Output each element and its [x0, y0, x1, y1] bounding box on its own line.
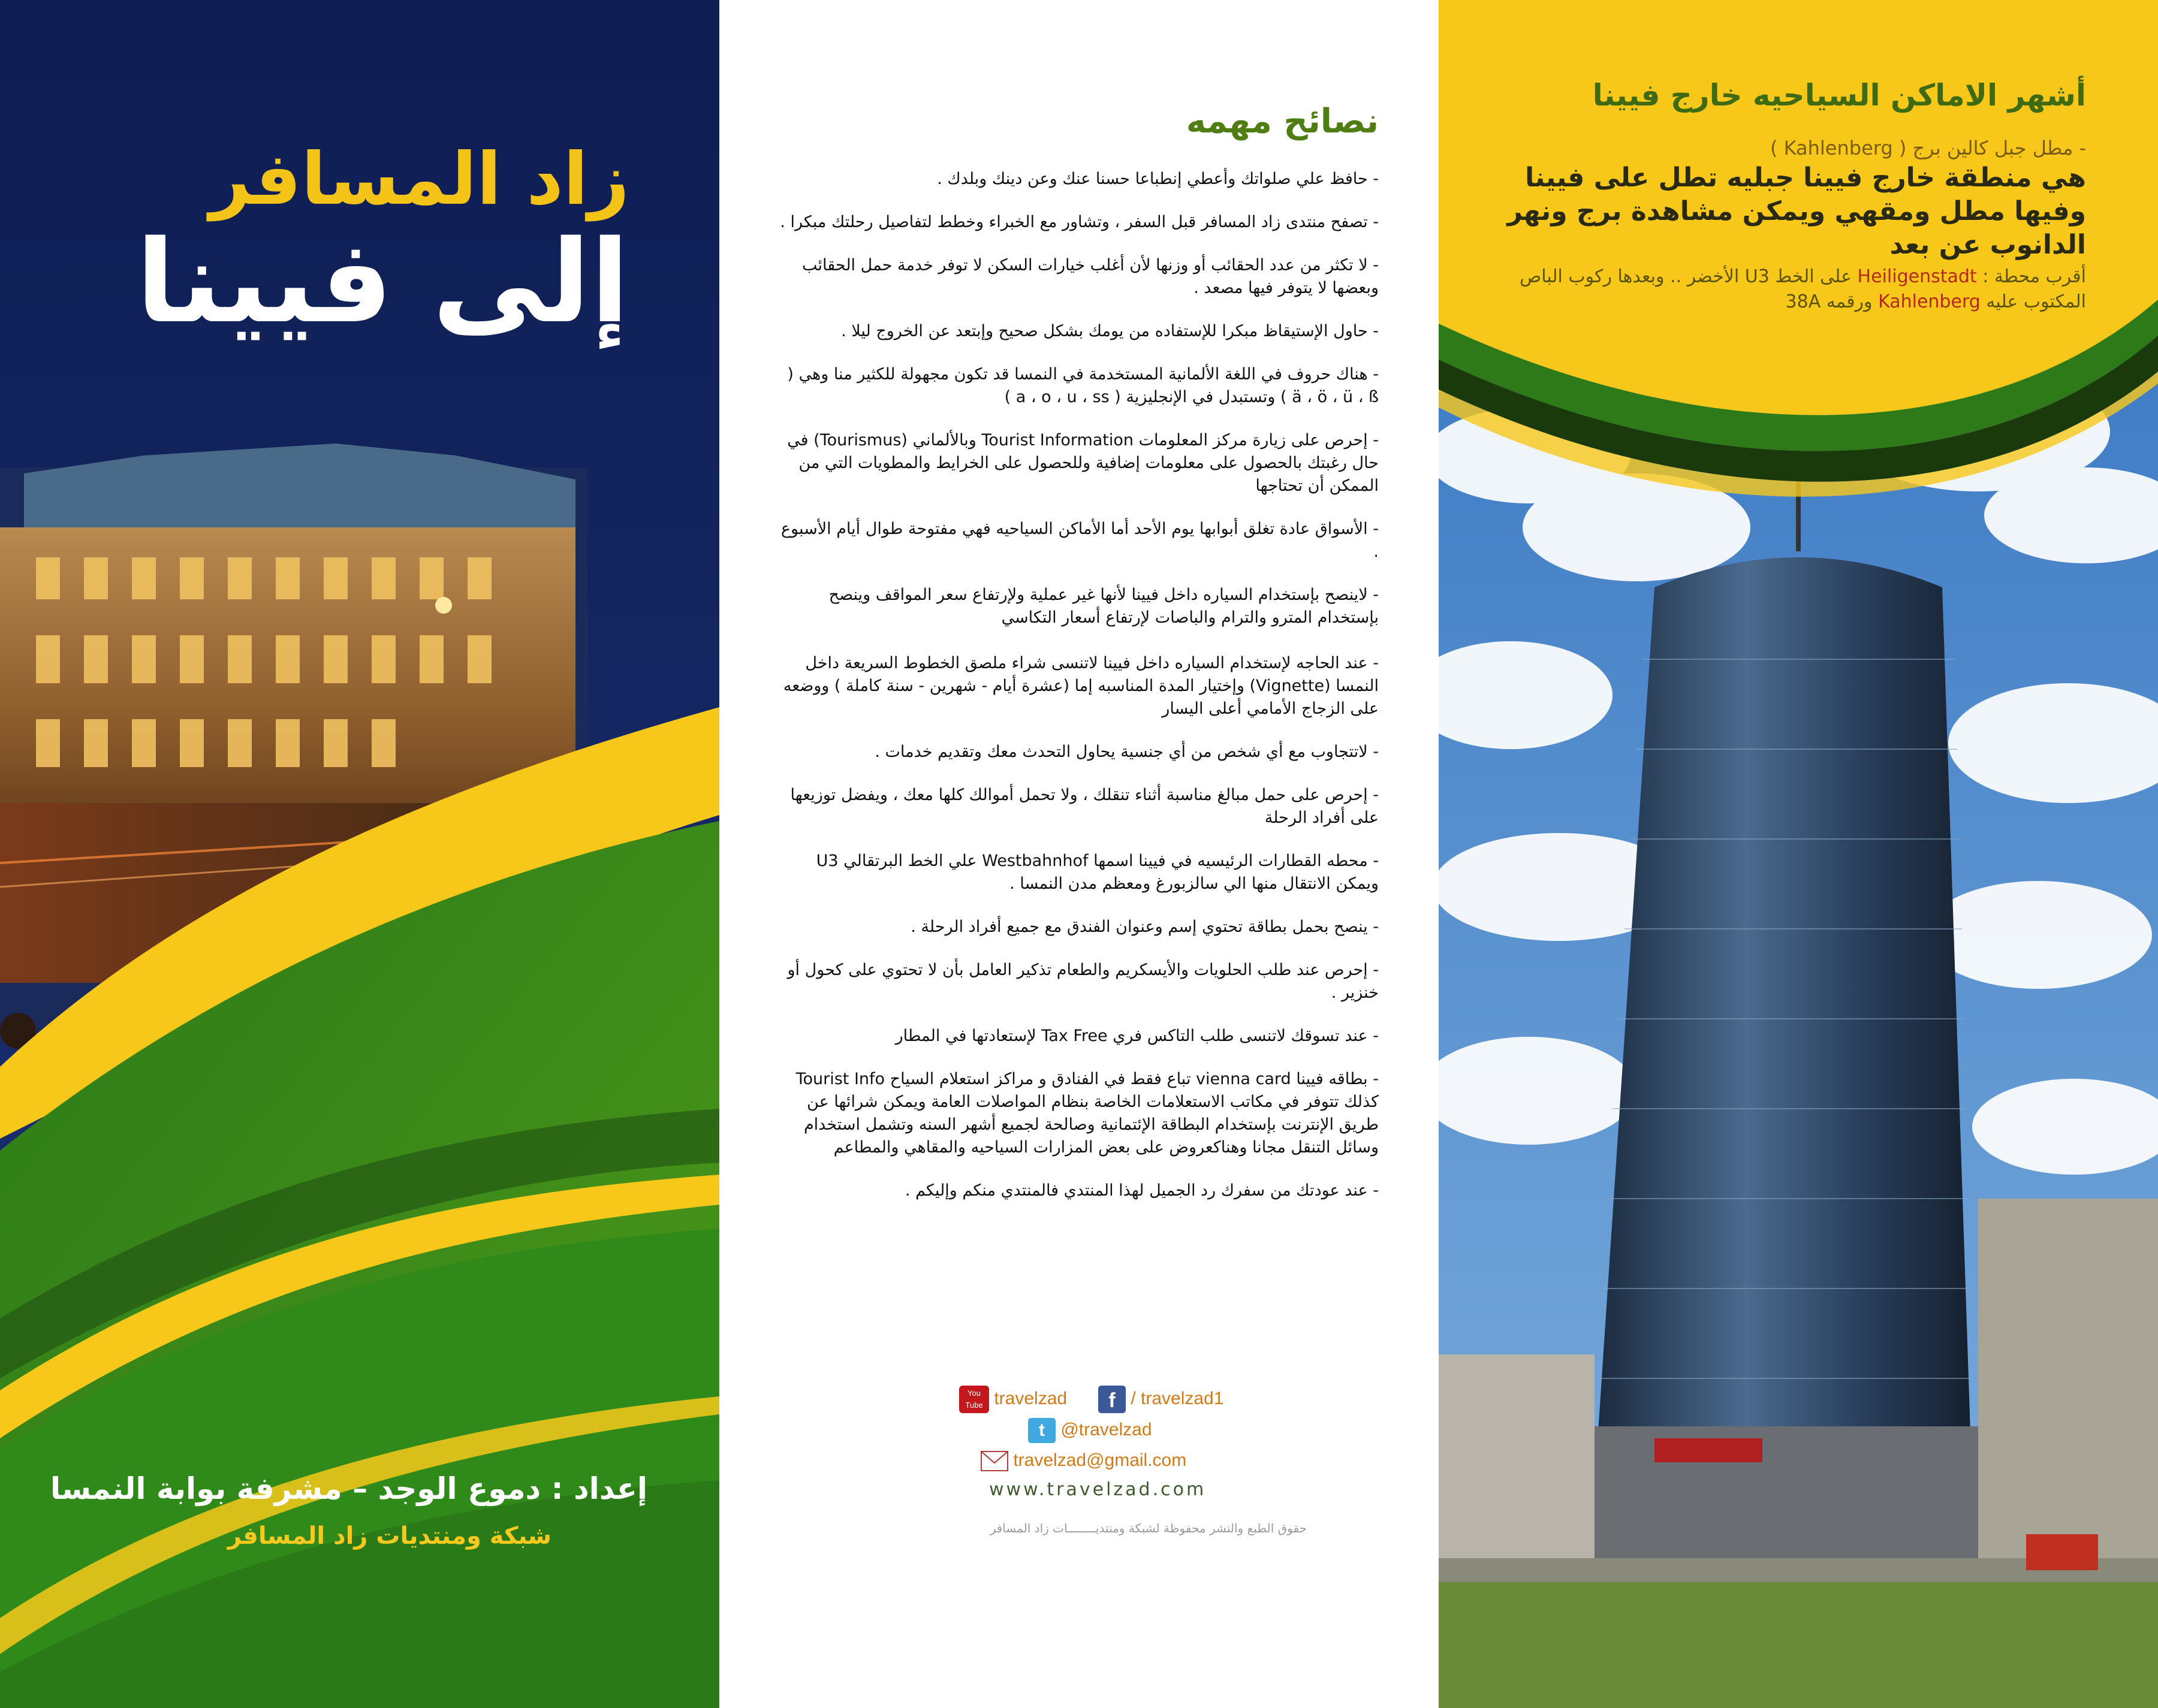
station-name: Heiligenstadt — [1857, 266, 1977, 287]
bus-name: Kahlenberg — [1878, 291, 1981, 312]
tip-item: - إحرص على زيارة مركز المعلومات Tourist Information وبالألماني (Tourismus) في حال رغبتك بالحصول على معلومات إضافية وللحصول على الخرايط والمطويات التي من الممكن أن تحتاجها — [787, 431, 1379, 495]
route-text: على الخط U3 الأخضر .. وبعدها ركوب الباص المكتوب عليه — [1519, 266, 2086, 312]
twitter-link[interactable] — [1028, 1418, 1152, 1443]
nearest-station-text — [1481, 264, 2086, 315]
tip-item: - عند الحاجه لإستخدام السياره داخل فيينا لاتنسى شراء ملصق الخطوط السريعة داخل النمسا (Vignette) وإختيار المدة المناسبه إما (عشرة أيام - شهرين - سنة كاملة ) ووضعه على الزجاج الأمامي أعلى اليسار — [783, 654, 1379, 718]
bus-number-text: ورقمه 38A — [1785, 291, 1879, 312]
cover-panel — [0, 0, 719, 1708]
tips-heading: نصائح مهمه — [1186, 102, 1379, 141]
tip-item: - الأسواق عادة تغلق أبوابها يوم الأحد أما الأماكن السياحيه فهي مفتوحة طوال أيام الأسبوع . — [780, 520, 1379, 561]
tip-item: - ينصح بحمل بطاقة تحتوي إسم وعنوان الفندق مع جميع أفراد الرحلة . — [911, 918, 1379, 936]
tip-item: - بطاقه فيينا vienna card تباع فقط في الفنادق و مراكز استعلام السياح Tourist Info كذلك تتوفر في مكاتب الاستعلامات الخاصة بنظام المواصلات العامة ويمكن شرائها عن طريق الإنترنت بإستخدام البطاقة الإئتمانية وصالحة لجميع أشهر السنه وتشمل استخدام وسائل التنقل مجانا وهناكعروض على بعض المزارات السياحيه والمقاهي والمطاعم — [795, 1070, 1379, 1157]
tip-item: - حافظ علي صلواتك وأعطي إنطباعا حسنا عنك وعن دينك وبلدك . — [937, 170, 1379, 188]
youtube-handle: travelzad — [994, 1388, 1068, 1408]
copyright-text: حقوق الطبع والنشر محفوظة لشبكة ومنتديــــــــات زاد المسافر — [990, 1521, 1307, 1535]
network-name-text: شبكة ومنتديات زاد المسافر — [227, 1522, 551, 1550]
cover-title-line2: إلى فيينا — [135, 216, 629, 348]
twitter-handle: @travelzad — [1060, 1419, 1152, 1440]
attraction-name: - مطل جبل كالين برج ( Kahlenberg ) — [1770, 137, 2086, 159]
facebook-handle: / travelzad1 — [1131, 1388, 1224, 1408]
tips-list — [773, 168, 1379, 1223]
website-url[interactable]: www.travelzad.com — [989, 1479, 1207, 1500]
twitter-icon: t — [1028, 1418, 1056, 1443]
tip-item: - إحرص عند طلب الحلويات والأيسكريم والطعام تذكير العامل بأن لا تحتوي على كحول أو خنزير . — [787, 961, 1379, 1002]
prepared-by-text: إعداد : دموع الوجد – مشرفة بوابة النمسا — [50, 1471, 647, 1506]
tip-item: - لاينصح بإستخدام السياره داخل فيينا لأنها غير عملية ولإرتفاع سعر المواقف وينصح بإستخدام المترو والترام والباصات لإرتفاع أسعار التكاسي — [828, 586, 1379, 627]
tip-item: - عند تسوقك لاتنسى طلب التاكس فري Tax Free لإستعادتها في المطار — [895, 1027, 1379, 1045]
tip-item: - لا تكثر من عدد الحقائب أو وزنها لأن أغلب خيارات السكن لا توفر خدمة حمل الحقائب وبعضها لا يتوفر فيها مصعد . — [801, 256, 1379, 297]
tip-item: - محطه القطارات الرئيسيه في فيينا اسمها Westbahnhof علي الخط البرتقالي U3 ويمكن الانتقال منها الي سالزبورغ ومعظم مدن النمسا . — [816, 852, 1379, 893]
mail-icon — [981, 1451, 1008, 1471]
attraction-description: هي منطقة خارج فيينا جبليه تطل على فيينا وفيها مطل ومقهي ويمكن مشاهدة برج ونهر الدانوب عن بعد — [1507, 162, 2086, 260]
cover-title-line1: زاد المسافر — [209, 138, 629, 221]
facebook-link[interactable] — [1098, 1386, 1223, 1413]
tip-item: - تصفح منتدى زاد المسافر قبل السفر ، وتشاور مع الخبراء وخطط لتفاصيل رحلتك مبكرا . — [780, 213, 1379, 231]
tip-item: - إحرص على حمل مبالغ مناسبة أثناء تنقلك ، ولا تحمل أموالك كلها معك ، ويفضل توزيعها على أفراد الرحلة — [790, 786, 1379, 827]
youtube-icon: You Tube — [959, 1386, 989, 1413]
email-address: travelzad@gmail.com — [1013, 1450, 1187, 1470]
tip-item: - هناك حروف في اللغة الألمانية المستخدمة في النمسا قد تكون مجهولة للكثير منا وهي ( ä ، ö ، ü ، ß ) وتستبدل في الإنجليزية ( a ، o ، u ، ss ) — [787, 365, 1379, 406]
tip-item: - عند عودتك من سفرك رد الجميل لهذا المنتدي فالمنتدي منكم وإليكم . — [905, 1181, 1379, 1200]
attractions-panel — [1439, 0, 2158, 1708]
station-label: أقرب محطة : — [1976, 266, 2086, 287]
tip-item: - حاول الإستيقاظ مبكرا للإستفاده من يومك بشكل صحيح وإبتعد عن الخروج ليلا . — [841, 322, 1379, 340]
facebook-icon: f — [1098, 1386, 1126, 1413]
email-link[interactable] — [981, 1450, 1186, 1471]
youtube-link[interactable] — [959, 1386, 1067, 1413]
attractions-heading: أشهر الاماكن السياحيه خارج فيينا — [1592, 78, 2086, 113]
tip-item: - لاتتجاوب مع أي شخص من أي جنسية يحاول التحدث معك وتقديم خدمات . — [875, 743, 1379, 761]
attraction-entry — [1481, 135, 2086, 315]
